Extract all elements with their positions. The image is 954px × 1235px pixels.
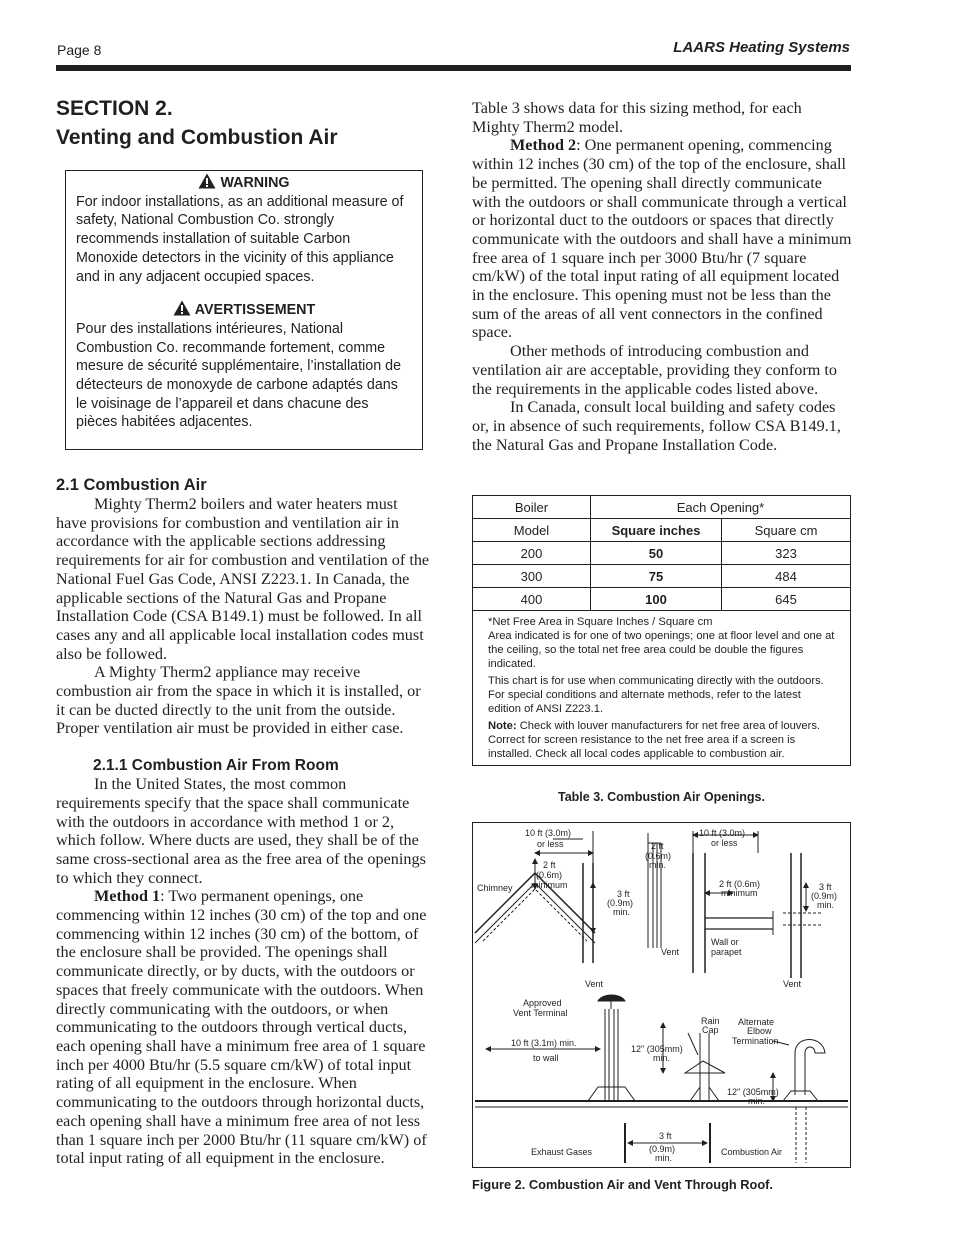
vent-diagram: [473, 823, 850, 1167]
fig-label: (0.9m): [811, 891, 838, 901]
heading-combustion-air-from-room: 2.1.1 Combustion Air From Room: [93, 757, 339, 775]
fig-label: Vent: [585, 979, 604, 989]
heading-combustion-air: 2.1 Combustion Air: [56, 476, 207, 494]
fig-label: Alternate: [738, 1017, 775, 1027]
vent-roof-figure: [472, 822, 851, 1168]
table-caption: Table 3. Combustion Air Openings.: [558, 790, 765, 804]
cell-model: 300: [473, 565, 591, 588]
fig-label: (0.9m): [607, 898, 634, 908]
paragraph: Table 3 shows data for this sizing method, for each Mighty Therm2 model.: [472, 99, 802, 136]
fig-label: Termination: [732, 1036, 779, 1046]
table-note: [488, 719, 836, 761]
method-2-label: Method 2: [510, 136, 577, 155]
table-header-model: Model: [473, 519, 591, 542]
fig-label: 12" (305mm): [727, 1087, 779, 1097]
note-text: Check with louver manufacturers for net free area of louvers. Correct for screen resistance to the net free area if a screen is installed. Check all local codes applicable to combustion air.: [488, 720, 821, 760]
table-note: Area indicated is for one of two openings; one at floor level and one at the ceiling, so the total net free area could be double the figures indicated.: [488, 630, 835, 670]
fig-label: or less: [537, 839, 564, 849]
table-row: [473, 542, 850, 565]
right-column: [472, 99, 852, 454]
section-title-line1: SECTION 2.: [56, 97, 173, 120]
method-1-label: Method 1: [94, 887, 161, 906]
fig-label: (0.9m): [649, 1144, 676, 1154]
fig-label: 10 ft (3.1m) min.: [511, 1038, 577, 1048]
fig-label: 2 ft: [543, 860, 556, 870]
paragraph: A Mighty Therm2 appliance may receive combustion air from the space in which it is installed, or it can be ducted directly to the unit from the outside. Proper ventilation air must be provided in either case.: [56, 663, 421, 738]
fig-label: minimum: [531, 880, 568, 890]
table-header-boiler: Boiler: [473, 496, 591, 519]
method-2-text: : One permanent opening, commencing within 12 inches (30 cm) of the top of the enclosure, shall be permitted. The opening shall directly communicate with the outdoors or shall communicate through a vertical or horizontal duct to the outdoors or spaces that directly communicate with the outdoors and shall have a minimum free area of 1 square inch per 3000 Btu/hr (7 square cm/kW) of the total input rating of all equipment located in the enclosure. This opening must not be less than the sum of the areas of all vent connectors in the confined space.: [472, 136, 852, 342]
table-header-square-inches: Square inches: [591, 519, 722, 542]
fig-label: minimum: [721, 888, 758, 898]
fig-label: 2 ft (0.6m): [719, 879, 761, 889]
avertissement-heading: [76, 300, 412, 320]
fig-label: 12" (305mm): [631, 1044, 683, 1054]
paragraph-method-1: [56, 887, 431, 1168]
method-1-text: : Two permanent openings, one commencing within 12 inches (30 cm) of the top and one commencing within 12 inches (30 cm) of the bottom, of the enclosure shall be provided. The openings shall communicate directly, or by ducts, with the outdoors or spaces that freely communicate with the outdoors. When directly communicating with the outdoors, or when communicating to the outdoors through vertical ducts, each opening shall have a minimum free area of 1 square inch per 4000 Btu/hr (5.5 square cm/kW) of total input rating of all equipment in the enclosure. When communicating to the outdoors through horizontal ducts, each opening shall have a minimum free area of not less than 1 square inch per 2000 Btu/hr (11 square cm/kW) of total input rating of all equipment in the enclosure.: [56, 887, 427, 1168]
table-header-each-opening: Each Opening*: [591, 496, 851, 519]
warning-icon: [173, 300, 191, 316]
fig-label: (0.6m): [536, 870, 563, 880]
cell-square-cm: 645: [722, 588, 851, 611]
warning-box: [65, 170, 423, 450]
header-rule: [56, 65, 851, 71]
table-note: *Net Free Area in Square Inches / Square cm: [488, 616, 713, 628]
warning-text: For indoor installations, as an additional measure of safety, National Combustion Co. strongly recommends installation of suitable Carbon Monoxide detectors in the vicinity of this appliance and in any adjacent occupied spaces.: [76, 193, 404, 285]
fig-label: 10 ft (3.0m): [699, 828, 746, 838]
fig-label: 10 ft (3.0m): [525, 828, 572, 838]
cell-model: 200: [473, 542, 591, 565]
avertissement-text: Pour des installations intérieures, National Combustion Co. recommande fortement, comme mesure de sécurité supplémentaire, l’installation de détecteurs de monoxyde de carbone adaptés dans le voisinage de l’appareil et dans chacune des pièces habitées adjacentes.: [76, 320, 402, 431]
warning-title: WARNING: [220, 175, 290, 191]
fig-label: parapet: [711, 947, 742, 957]
fig-label: min.: [613, 907, 631, 917]
cell-model: 400: [473, 588, 591, 611]
note-label: Note:: [488, 720, 517, 732]
fig-label: Vent: [783, 979, 802, 989]
warning-heading: [76, 173, 412, 193]
table-note: This chart is for use when communicating directly with the outdoors. For special conditions and alternate methods, refer to the latest edition of ANSI Z223.1.: [488, 675, 824, 715]
fig-label: min.: [653, 1053, 671, 1063]
paragraph: In the United States, the most common requirements specify that the space shall communicate with the outdoors in accordance with method 1 or 2, which follow. Where ducts are used, they shall be of the same cross-sectional area as the free area of the openings to which they connect.: [56, 775, 426, 887]
left-column: [56, 94, 431, 1168]
fig-label: Exhaust Gases: [531, 1147, 593, 1157]
warning-icon: [198, 173, 216, 189]
fig-label: Wall or: [711, 937, 739, 947]
page-number: Page 8: [57, 42, 102, 58]
combustion-air-table: [472, 495, 851, 766]
fig-label: 3 ft: [659, 1131, 672, 1141]
fig-label: (0.6m): [645, 851, 672, 861]
cell-square-cm: 323: [722, 542, 851, 565]
fig-label: to wall: [533, 1053, 559, 1063]
table-header-square-cm: Square cm: [722, 519, 851, 542]
paragraph: In Canada, consult local building and safety codes or, in absence of such requirements, follow CSA B149.1, the Natural Gas and Propane Installation Code.: [472, 398, 841, 454]
fig-label: min.: [649, 860, 667, 870]
fig-label: Vent: [661, 947, 680, 957]
fig-label: Combustion Air: [721, 1147, 783, 1157]
table-notes: [473, 611, 850, 765]
fig-label: min.: [748, 1096, 766, 1106]
table-row: [473, 565, 850, 588]
fig-label: 3 ft: [819, 882, 832, 892]
cell-square-inches: 75: [591, 565, 722, 588]
section-title: [56, 94, 431, 152]
fig-label: 3 ft: [617, 889, 630, 899]
table-row: [473, 588, 850, 611]
cell-square-inches: 50: [591, 542, 722, 565]
paragraph: Other methods of introducing combustion and ventilation air are acceptable, providing they conform to the requirements in the applicable codes listed above.: [472, 342, 837, 398]
fig-label: Chimney: [477, 883, 513, 893]
fig-label: Approved: [523, 998, 562, 1008]
avertissement-title: AVERTISSEMENT: [194, 302, 316, 319]
paragraph-method-2: [472, 136, 852, 342]
fig-label: min.: [817, 900, 835, 910]
cell-square-cm: 484: [722, 565, 851, 588]
fig-label: Elbow: [747, 1026, 772, 1036]
cell-square-inches: 100: [591, 588, 722, 611]
fig-label: Vent Terminal: [513, 1008, 568, 1018]
paragraph: Mighty Therm2 boilers and water heaters must have provisions for combustion and ventilation air in accordance with the applicable sections addressing requirements for air for combustion and ventilation of the National Fuel Gas Code, ANSI Z223.1. In Canada, the applicable sections of the Natural Gas and Propane Installation Code (CSA B149.1) must be followed. In all cases any and all applicable local installation codes must also be followed.: [56, 495, 430, 663]
fig-label: or less: [711, 838, 738, 848]
fig-label: Rain: [701, 1016, 720, 1026]
brand-header: LAARS Heating Systems: [673, 39, 850, 56]
figure-caption: Figure 2. Combustion Air and Vent Through Roof.: [472, 1177, 773, 1192]
fig-label: min.: [655, 1153, 673, 1163]
section-title-line2: Venting and Combustion Air: [56, 126, 338, 149]
fig-label: Cap: [702, 1025, 719, 1035]
fig-label: 2 ft: [651, 841, 664, 851]
